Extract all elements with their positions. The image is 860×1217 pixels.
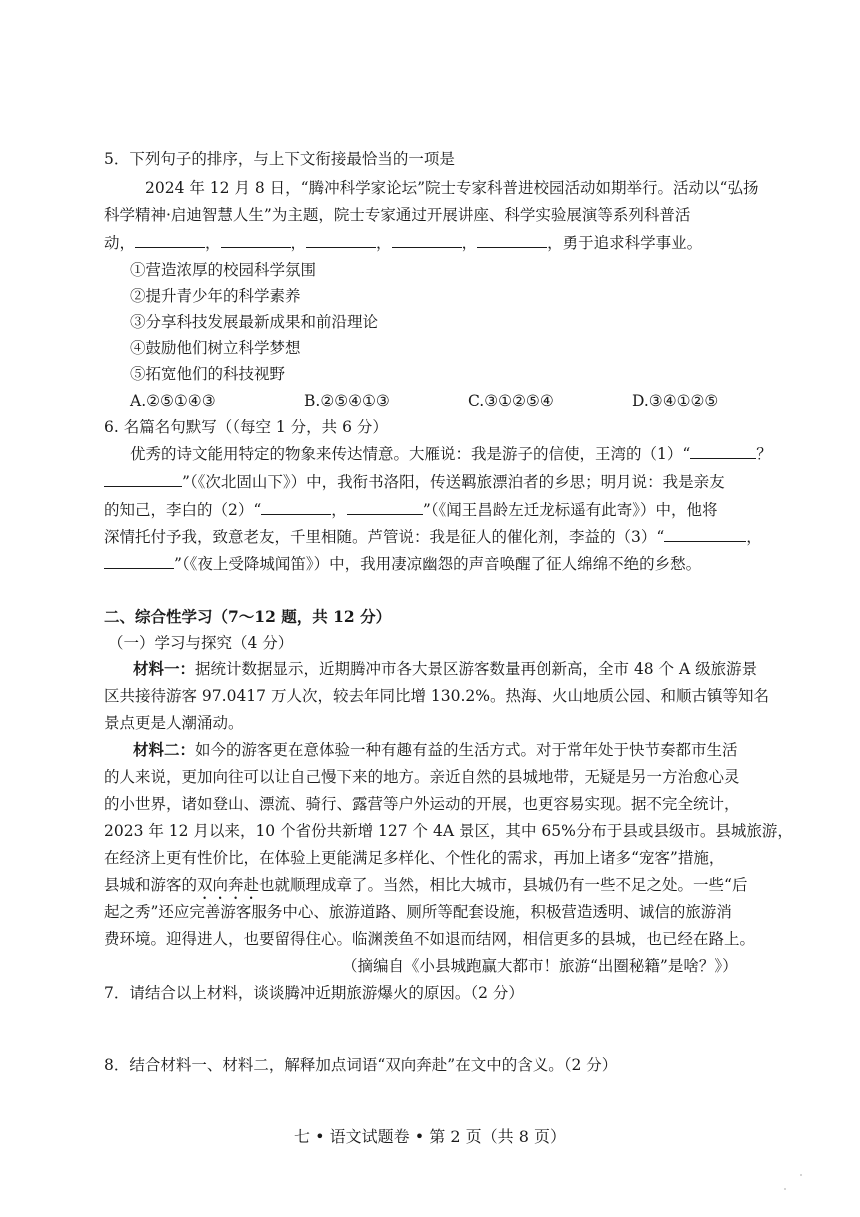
scan-speck: [784, 1188, 786, 1190]
comma: ，: [376, 234, 392, 252]
page-footer: 七 • 语文试题卷 • 第 2 页（共 8 页）: [294, 1127, 566, 1146]
q6-text: ，: [746, 528, 762, 546]
material-two-line: 起之秀”还应完善游客服务中心、旅游道路、厕所等配套设施，积极营造透明、诚信的旅游消: [104, 903, 732, 921]
material-text: 如今的游客更在意体验一种有趣有益的生活方式。对于常年处于快节奏都市生活: [195, 741, 738, 759]
q5-passage-line: [104, 229, 702, 255]
material-text: 县城和游客的: [104, 876, 198, 894]
q6-text: ？: [756, 445, 772, 463]
material-two-line: 的人来说，更加向往可以让自己慢下来的地方。亲近自然的县城地带，无疑是另一方治愈心灵: [104, 768, 740, 786]
q5-item: ④鼓励他们树立科学梦想: [130, 339, 301, 357]
q6-text: ”（《夜上受降城闻笛》）中，我用凄凉幽怨的声音唤醒了征人绵绵不绝的乡愁。: [174, 555, 702, 573]
material-two-line: 的小世界，诸如登山、漂流、骑行、露营等户外运动的开展，也更容易实现。据不完全统计，: [104, 795, 740, 813]
answer-blank[interactable]: [392, 229, 462, 248]
material-text: 也就顺理成章了。当然，相比大城市，县城仍有一些不足之处。一些“后: [259, 876, 748, 894]
option-b[interactable]: B.②⑤④①③: [304, 392, 390, 410]
q8-stem: 8．结合材料一、材料二，解释加点词语“双向奔赴”在文中的含义。（2 分）: [104, 1056, 618, 1074]
q6-text: ，: [331, 501, 347, 519]
material-one-line: [133, 656, 757, 682]
q5-item: ⑤拓宽他们的科技视野: [130, 365, 286, 383]
q5-options: [0, 388, 860, 414]
q6-stem: 6. 名篇名句默写（（每空 1 分，共 6 分）: [104, 418, 388, 436]
q5-passage-text: ，勇于追求科学事业。: [547, 234, 703, 252]
q5-passage-text: 动，: [104, 234, 136, 252]
material-two-line: 2023 年 12 月以来，10 个省份共新增 127 个 4A 景区，其中 65%分布于县或县级市。县城旅游，: [104, 822, 793, 840]
answer-blank[interactable]: [664, 523, 746, 542]
q7-stem: 7．请结合以上材料，谈谈腾冲近期旅游爆火的原因。（2 分）: [104, 984, 524, 1002]
q6-line: [104, 496, 718, 522]
material-one-label: 材料一：: [133, 659, 196, 678]
answer-blank[interactable]: [104, 550, 174, 569]
comma: ，: [461, 234, 478, 252]
q6-text: 的知己，李白的（2）“: [104, 501, 262, 519]
q6-line: [104, 523, 762, 549]
q6-text: 深情托付予我，致意老友，千里相随。芦管说：我是征人的催化剂，李益的（3）“: [104, 528, 665, 546]
material-one-line: 景点更是人潮涌动。: [104, 714, 244, 732]
source-citation: （摘编自《小县城跑赢大都市！旅游“出圈秘籍”是啥？》）: [342, 957, 738, 975]
material-two-line: 在经济上更有性价比，在体验上更能满足多样化、个性化的需求，再加上诸多“宠客”措施，: [104, 849, 725, 867]
material-two-line: [133, 737, 738, 763]
option-a[interactable]: A.②⑤①④③: [130, 392, 216, 410]
answer-blank[interactable]: [477, 229, 547, 248]
answer-blank[interactable]: [104, 468, 182, 487]
answer-blank[interactable]: [135, 229, 205, 248]
q5-passage-line: 2024 年 12 月 8 日，“腾冲科学家论坛”院士专家科普进校园活动如期举行。活动以“弘扬: [145, 179, 759, 197]
q6-line: [130, 440, 772, 466]
q6-line: [104, 550, 701, 576]
q6-text: ”（《次北固山下》）中，我衔书洛阳，传送羁旅漂泊者的乡思；明月说：我是亲友: [182, 473, 725, 491]
option-c[interactable]: C.③①②⑤④: [468, 392, 554, 410]
q5-item: ①营造浓厚的校园科学氛围: [130, 261, 317, 279]
q6-line: [104, 468, 725, 494]
option-d[interactable]: D.③④①②⑤: [632, 392, 719, 410]
q5-passage-line: 科学精神·启迪智慧人生”为主题，院士专家通过开展讲座、科学实验展演等系列科普活: [104, 206, 691, 224]
material-one-line: 区共接待游客 97.0417 万人次，较去年同比增 130.2%。热海、火山地质公园、和顺古镇等知名: [104, 687, 769, 705]
answer-blank[interactable]: [221, 229, 291, 248]
q5-stem: 5．下列句子的排序，与上下文衔接最恰当的一项是: [104, 150, 455, 168]
answer-blank[interactable]: [690, 440, 756, 459]
q5-item: ③分享科技发展最新成果和前沿理论: [130, 313, 379, 331]
comma: ，: [290, 234, 307, 252]
material-text: 据统计数据显示，近期腾冲市各大景区游客数量再创新高，全市 48 个 A 级旅游景: [195, 660, 758, 678]
q5-item: ②提升青少年的科学素养: [130, 287, 301, 305]
q6-text: ”（《闻王昌龄左迁龙标遥有此寄》）中，他将: [422, 501, 718, 519]
answer-blank[interactable]: [306, 229, 376, 248]
section-title: 二、综合性学习（7～12 题，共 12 分）: [104, 607, 392, 626]
dotted-term: 双向奔赴: [197, 876, 260, 894]
material-two-line: [104, 872, 747, 898]
material-two-line: 费环境。迎得进人，也要留得住心。临渊羡鱼不如退而结网，相信更多的县城，也已经在路上。: [104, 930, 756, 948]
subsection-title: （一）学习与探究（4 分）: [108, 634, 294, 652]
answer-blank[interactable]: [261, 496, 331, 515]
comma: ，: [205, 234, 221, 252]
q6-text: 优秀的诗文能用特定的物象来传达情意。大雁说：我是游子的信使，王湾的（1）“: [130, 445, 691, 463]
material-two-label: 材料二：: [133, 740, 196, 759]
scan-speck: [800, 1174, 802, 1176]
answer-blank[interactable]: [347, 496, 423, 515]
